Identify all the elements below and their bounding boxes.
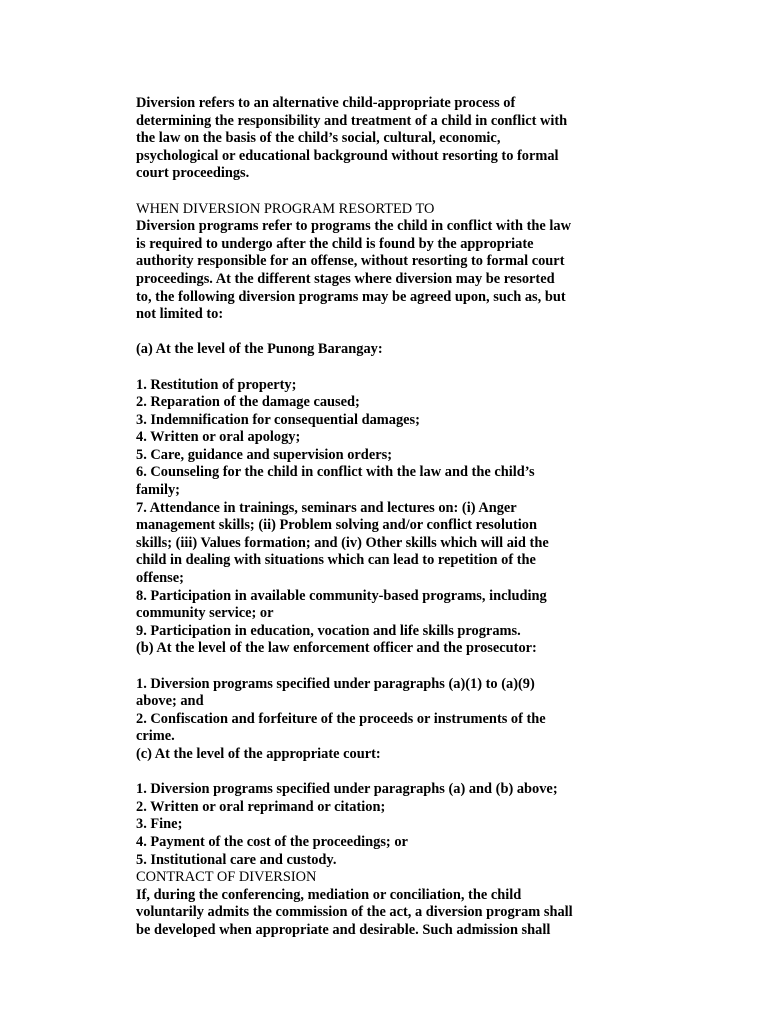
list-item: 2. Reparation of the damage caused; bbox=[136, 394, 360, 411]
list-item: 4. Payment of the cost of the proceedings; or bbox=[136, 833, 408, 850]
text-line: voluntarily admits the commission of the act, a diversion program shall bbox=[136, 904, 573, 921]
list-item: skills; (iii) Values formation; and (iv) Other skills which will aid the bbox=[136, 534, 549, 551]
level-c-heading: (c) At the level of the appropriate court: bbox=[136, 745, 381, 762]
list-item: community service; or bbox=[136, 605, 274, 622]
level-b-heading: (b) At the level of the law enforcement officer and the prosecutor: bbox=[136, 640, 537, 657]
list-item: 1. Diversion programs specified under paragraphs (a)(1) to (a)(9) bbox=[136, 675, 535, 692]
text-line: to, the following diversion programs may be agreed upon, such as, but bbox=[136, 288, 566, 305]
list-item: child in dealing with situations which can lead to repetition of the bbox=[136, 552, 536, 569]
list-item: 1. Diversion programs specified under paragraphs (a) and (b) above; bbox=[136, 781, 558, 798]
level-b-list bbox=[136, 676, 676, 746]
list-item: management skills; (ii) Problem solving and/or conflict resolution bbox=[136, 517, 537, 534]
list-item: 1. Restitution of property; bbox=[136, 376, 297, 393]
text-line: psychological or educational background without resorting to formal bbox=[136, 147, 559, 164]
text-line: authority responsible for an offense, without resorting to formal court bbox=[136, 253, 565, 270]
section2-paragraph bbox=[136, 887, 676, 940]
list-item: above; and bbox=[136, 693, 204, 710]
list-item: 9. Participation in education, vocation and life skills programs. bbox=[136, 622, 521, 639]
text-line: is required to undergo after the child is found by the appropriate bbox=[136, 235, 534, 252]
level-c-list bbox=[136, 781, 676, 869]
text-line: If, during the conferencing, mediation or conciliation, the child bbox=[136, 886, 522, 903]
level-a-heading: (a) At the level of the Punong Barangay: bbox=[136, 341, 383, 358]
spacer bbox=[136, 764, 676, 782]
spacer bbox=[136, 359, 676, 377]
section-heading-contract: CONTRACT OF DIVERSION bbox=[136, 869, 317, 886]
text-line: Diversion programs refer to programs the child in conflict with the law bbox=[136, 218, 572, 235]
section1-paragraph bbox=[136, 218, 676, 324]
list-item: family; bbox=[136, 482, 180, 499]
text-line: be developed when appropriate and desirable. Such admission shall bbox=[136, 921, 551, 938]
intro-paragraph bbox=[136, 95, 676, 183]
text-line: proceedings. At the different stages where diversion may be resorted bbox=[136, 270, 555, 287]
text-line: Diversion refers to an alternative child-appropriate process of bbox=[136, 95, 516, 111]
list-item: 5. Care, guidance and supervision orders; bbox=[136, 446, 392, 463]
spacer bbox=[136, 658, 676, 676]
list-item: 4. Written or oral apology; bbox=[136, 429, 301, 446]
list-item: 2. Written or oral reprimand or citation; bbox=[136, 798, 386, 815]
level-a-list bbox=[136, 377, 676, 641]
list-item: 5. Institutional care and custody. bbox=[136, 851, 337, 868]
text-line: determining the responsibility and treatment of a child in conflict with bbox=[136, 112, 568, 129]
text-line: not limited to: bbox=[136, 306, 224, 323]
spacer bbox=[136, 324, 676, 342]
list-item: offense; bbox=[136, 570, 184, 587]
list-item: 7. Attendance in trainings, seminars and lectures on: (i) Anger bbox=[136, 499, 517, 516]
list-item: 6. Counseling for the child in conflict with the law and the child’s bbox=[136, 464, 535, 481]
text-line: court proceedings. bbox=[136, 165, 250, 182]
document-page bbox=[136, 95, 676, 940]
section-heading-when-diversion: WHEN DIVERSION PROGRAM RESORTED TO bbox=[136, 200, 435, 217]
list-item: 8. Participation in available community-based programs, including bbox=[136, 587, 547, 604]
list-item: crime. bbox=[136, 728, 175, 745]
list-item: 3. Fine; bbox=[136, 816, 183, 833]
list-item: 2. Confiscation and forfeiture of the proceeds or instruments of the bbox=[136, 710, 546, 727]
list-item: 3. Indemnification for consequential damages; bbox=[136, 411, 420, 428]
text-line: the law on the basis of the child’s social, cultural, economic, bbox=[136, 130, 501, 147]
spacer bbox=[136, 183, 676, 201]
